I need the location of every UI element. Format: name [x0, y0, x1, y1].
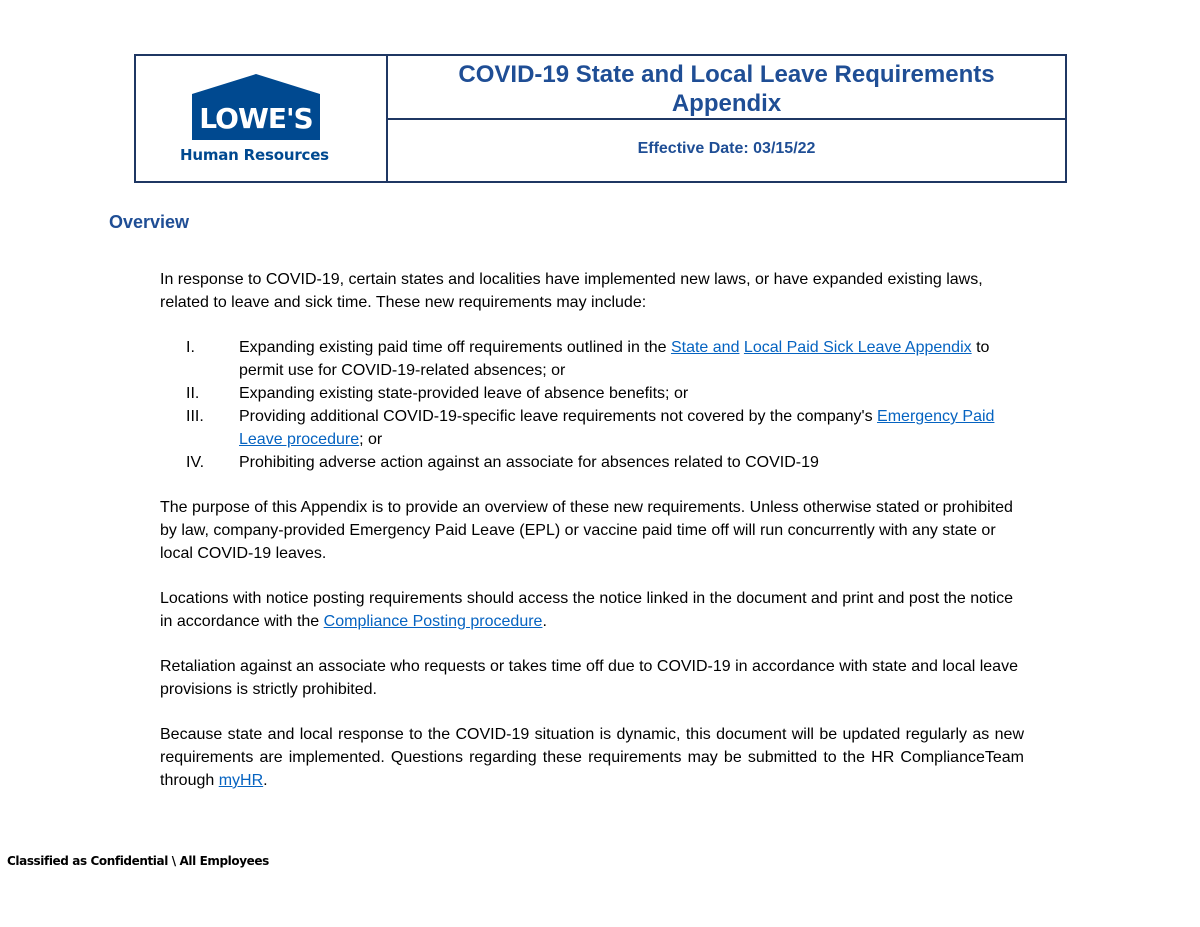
title-line-2: Appendix — [671, 90, 782, 117]
list-item-text: to permit use for COVID-19-related absences; or — [239, 339, 990, 379]
list-item — [160, 336, 1024, 382]
overview-heading: Overview — [109, 212, 190, 232]
logo-wordmark: LOWE'S — [199, 102, 313, 135]
list-number: III. — [186, 408, 204, 425]
list-item — [160, 451, 1024, 474]
list-item — [160, 405, 1024, 451]
lowes-logo — [186, 72, 326, 144]
title-line-1: COVID-19 State and Local Leave Requirements — [458, 61, 995, 88]
myhr-link[interactable]: myHR — [218, 772, 264, 789]
state-paid-sick-leave-link[interactable]: State and — [670, 339, 740, 356]
list-item — [160, 382, 1024, 405]
list-item-text: Expanding existing paid time off requirements outlined in the — [239, 339, 671, 356]
list-number: IV. — [186, 454, 205, 471]
purpose-paragraph: The purpose of this Appendix is to provide an overview of these new requirements. Unless otherwise stated or prohibited by law, company-provided Emergency Paid Leave (EPL) or vaccine paid time off will run concurrently with any state or local COVID-19 leaves. — [160, 499, 1013, 562]
list-item-text: ; or — [359, 431, 383, 448]
overview-content — [160, 268, 1024, 814]
notice-paragraph — [160, 587, 1024, 633]
title-cell — [388, 56, 1065, 181]
document-header-table — [134, 54, 1067, 183]
intro-paragraph: In response to COVID-19, certain states and localities have implemented new laws, or have expanded existing laws, related to leave and sick time. These new requirements may include: — [160, 271, 983, 311]
logo-subtitle: Human Resources — [180, 146, 329, 164]
requirements-list — [160, 336, 1024, 474]
dynamic-paragraph — [160, 723, 1024, 792]
emergency-paid-leave-procedure-link[interactable]: Emergency Paid Leave procedure — [239, 408, 995, 448]
list-item-text: Prohibiting adverse action against an associate for absences related to COVID-19 — [239, 454, 819, 471]
list-number: I. — [186, 339, 195, 356]
effective-date: Effective Date: 03/15/22 — [637, 139, 816, 157]
logo-cell — [136, 56, 388, 181]
list-number: II. — [186, 385, 200, 402]
document-title — [388, 56, 1065, 120]
dynamic-text: Because state and local response to the COVID-19 situation is dynamic, this document will be updated regularly as new requirements are implemented. Questions regarding these requirements may be submitted to the HR ComplianceTeam through — [160, 726, 1024, 789]
list-item-text: Expanding existing state-provided leave of absence benefits; or — [239, 385, 689, 402]
classification-footer: Classified as Confidential \ All Employees — [7, 854, 269, 868]
dynamic-text-end: . — [263, 772, 268, 789]
notice-text-end: . — [542, 613, 547, 630]
retaliation-paragraph: Retaliation against an associate who requests or takes time off due to COVID-19 in accordance with state and local leave provisions is strictly prohibited. — [160, 658, 1018, 698]
notice-text: Locations with notice posting requirements should access the notice linked in the document and print and post the notice in accordance with the — [160, 590, 1013, 630]
local-paid-sick-leave-appendix-link[interactable]: Local Paid Sick Leave Appendix — [743, 339, 972, 356]
compliance-posting-procedure-link[interactable]: Compliance Posting procedure — [323, 613, 543, 630]
list-item-text: Providing additional COVID-19-specific leave requirements not covered by the company's — [239, 408, 878, 425]
